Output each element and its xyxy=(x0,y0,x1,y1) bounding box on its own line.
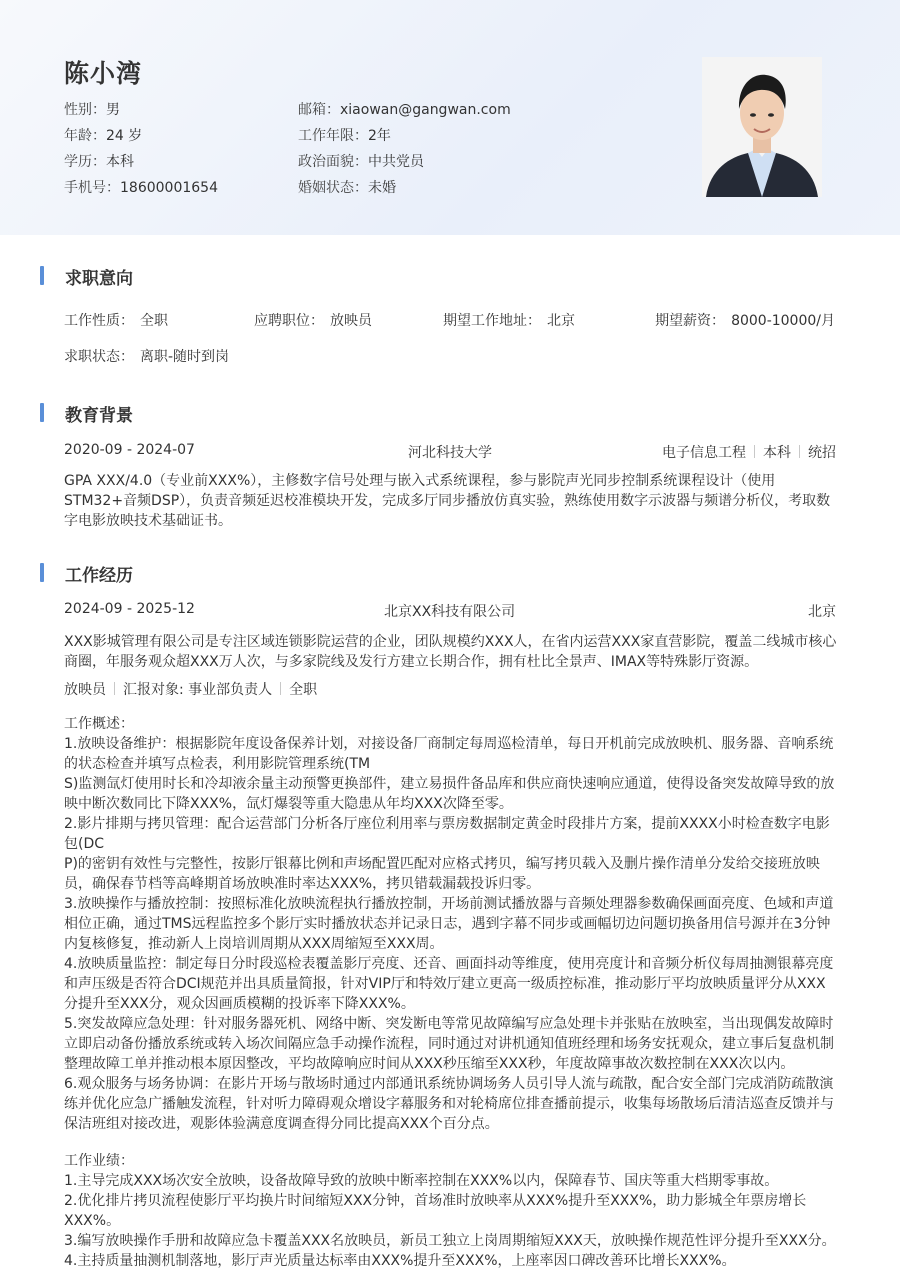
email-row: 邮箱：xiaowan@gangwan.com xyxy=(298,102,511,118)
work-period: 2024-09 - 2025-12 xyxy=(64,601,195,617)
candidate-name: 陈小湾 xyxy=(64,59,143,88)
personal-info-right xyxy=(298,97,511,201)
education-description: GPA XXX/4.0（专业前XXX%），主修数字信号处理与嵌入式系统课程，参与影院声光同步控制系统课程设计（使用 STM32+音频DSP），负责音频延迟校准模块开发，完成多厅同步播放仿真实验，熟练使用数字示波器与频谱分析仪，考取数 字电影放映技术基础证书。 xyxy=(64,473,831,529)
section-marker xyxy=(40,266,44,285)
profile-photo xyxy=(702,57,822,197)
work-city: 北京 xyxy=(808,604,836,620)
divider xyxy=(280,682,281,695)
intent-status: 求职状态： 离职-随时到岗 xyxy=(64,349,230,365)
work-role-meta: 放映员 汇报对象: 事业部负责人 全职 xyxy=(64,682,318,698)
education-details: 电子信息工程 本科 统招 xyxy=(662,445,836,461)
age-row: 年龄：24 岁 xyxy=(64,128,143,144)
marital-status-row: 婚姻状态：未婚 xyxy=(298,180,396,196)
section-title-education: 教育背景 xyxy=(40,401,133,426)
gender-row: 性别：男 xyxy=(64,102,120,118)
person-avatar-icon xyxy=(702,57,822,197)
education-period: 2020-09 - 2024-07 xyxy=(64,442,195,458)
work-years-row: 工作年限：2年 xyxy=(298,128,391,144)
intent-salary: 期望薪资： 8000-10000/月 xyxy=(655,313,835,329)
company-description: XXX影城管理有限公司是专注区域连锁影院运营的企业，团队规模约XXX人，在省内运营XXX家直营影院，覆盖二线城市核心 商圈，年服务观众超XXX万人次，与多家院线及发行方建立长期合作，拥有杜比全景声、IMAX等特殊影厅资源。 xyxy=(64,634,837,670)
education-school: 河北科技大学 xyxy=(408,445,492,461)
work-company: 北京XX科技有限公司 xyxy=(384,604,516,620)
divider xyxy=(754,445,755,458)
intent-location: 期望工作地址： 北京 xyxy=(443,313,575,329)
personal-info-left xyxy=(64,97,218,201)
work-achievements: 工作业绩： 1.主导完成XXX场次安全放映，设备故障导致的放映中断率控制在XXX%以内，保障春节、国庆等重大档期零事故。 2.优化排片拷贝流程使影厅平均换片时间缩短XXX分钟，首场准时放映率从XXX%提升至XXX%，助力影城全年票房增长 XXX%。 3.编写放映操作手册和故障应急卡覆盖XXX名放映员，新员工独立上岗周期缩短XXX天，放映操作规范性评分提升至XXX分。 4.主持质量抽测机制落地，影厅声光质量达标率由XXX%提升至XXX%，上座率因口碑改善环比增长XXX%。 xyxy=(64,1153,836,1269)
section-title-work: 工作经历 xyxy=(40,561,133,586)
section-marker xyxy=(40,403,44,422)
political-status-row: 政治面貌：中共党员 xyxy=(298,154,424,170)
section-marker xyxy=(40,563,44,582)
intent-nature: 工作性质： 全职 xyxy=(64,313,168,329)
intent-position: 应聘职位： 放映员 xyxy=(254,313,372,329)
education-level-row: 学历：本科 xyxy=(64,154,134,170)
section-title-job-intent: 求职意向 xyxy=(40,264,133,289)
divider xyxy=(114,682,115,695)
phone-row: 手机号：18600001654 xyxy=(64,180,218,196)
divider xyxy=(799,445,800,458)
work-summary: 工作概述： 1.放映设备维护：根据影院年度设备保养计划，对接设备厂商制定每周巡检清单，每日开机前完成放映机、服务器、音响系统 的状态检查并填写点检表，利用影院管理系统(TM S)监测氙灯使用时长和冷却液余量主动预警更换部件，建立易损件备品库和供应商快速响应通道，使得设备突发故障导致的放 映中断次数同比下降XXX%，氙灯爆裂等重大隐患从年均XXX次降至零。 2.影片排期与拷贝管理：配合运营部门分析各厅座位利用率与票房数据制定黄金时段排片方案，提前XXXX小时检查数字电影 包(DC P)的密钥有效性与完整性，按影厅银幕比例和声场配置匹配对应格式拷贝，编写拷贝载入及删片操作清单分发给交接班放映 员，确保春节档等高峰期首场放映准时率达XXX%，拷贝错载漏载投诉归零。 3.放映操作与播放控制：按照标准化放映流程执行播放控制，开场前测试播放器与音频处理器参数确保画面亮度、色域和声道 相位正确，通过TMS远程监控多个影厅实时播放状态并记录日志，遇到字幕不同步或画幅切边问题切换备用信号源并在3分钟 内复核修复，推动新人上岗培训周期从XXX周缩短至XXX周。 4.放映质量监控：制定每日分时段巡检表覆盖影厅亮度、还音、画面抖动等维度，使用亮度计和音频分析仪每周抽测银幕亮度 和声压级是否符合DCI规范并出具质量简报，针对VIP厅和特效厅建立更高一级质控标准，推动影厅平均放映质量评分从XXX 分提升至XXX分，观众因画质模糊的投诉率下降XXX%。 5.突发故障应急处理：针对服务器死机、网络中断、突发断电等常见故障编写应急处理卡并张贴在放映室，当出现偶发故障时 立即启动备份播放系统或转入场次间隔应急手动操作流程，同时通过对讲机通知值班经理和场务安抚观众，建立事后复盘机制 整理故障工单并推动根本原因整改，平均故障响应时间从XXX秒压缩至XXX秒，年度故障事故次数控制在XXX次以内。 6.观众服务与场务协调：在影片开场与散场时通过内部通讯系统协调场务人员引导人流与疏散，配合安全部门完成消防疏散演 练并优化应急广播触发流程，针对听力障碍观众增设字幕服务和对轮椅席位排查播前提示，收集每场散场后清洁巡查反馈并与 保洁班组对接改进，观影体验满意度调查得分同比提高XXX个百分点。 xyxy=(64,716,835,1132)
